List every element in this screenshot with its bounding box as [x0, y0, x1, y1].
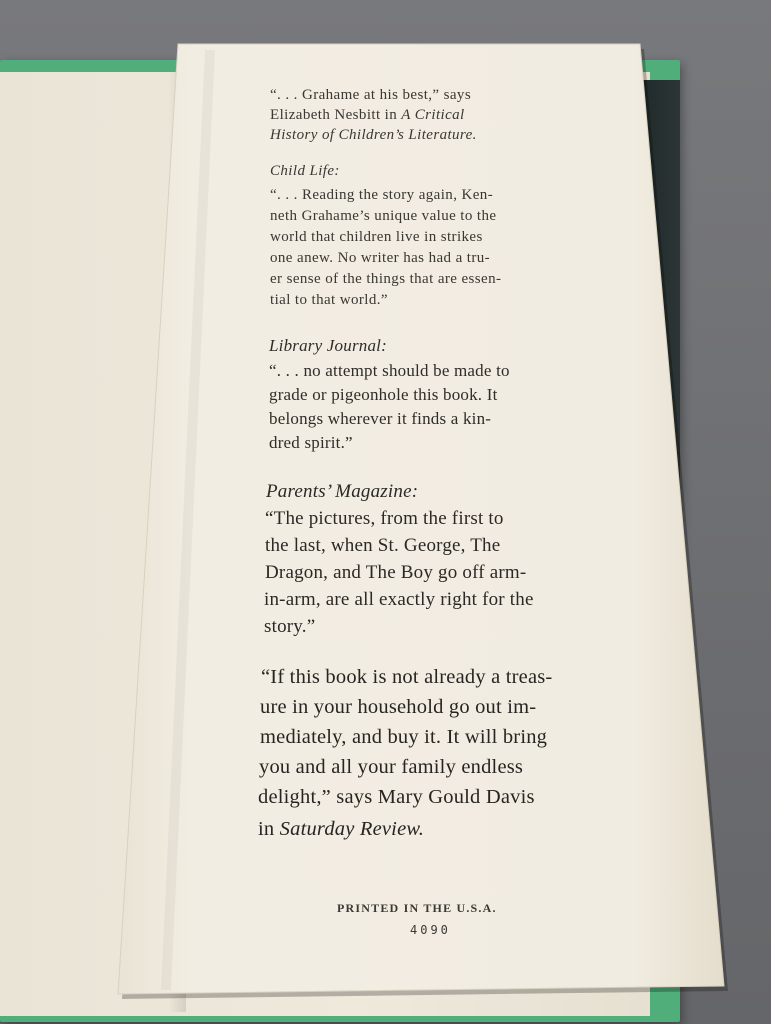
quote1-line-1: “. . . Grahame at his best,” says	[270, 87, 472, 103]
final-quote-line-1: “If this book is not already a treas-	[261, 666, 553, 688]
quote1-title-a: A Critical	[401, 107, 465, 123]
parents-magazine-line-1: “The pictures, from the first to	[265, 508, 504, 529]
library-journal-line-1: “. . . no attempt should be made to	[269, 361, 510, 380]
child-life-line-1: “. . . Reading the story again, Ken-	[270, 187, 494, 203]
quote1-title-b: History of Children’s Literature.	[270, 127, 477, 143]
child-life-line-3: world that children live in strikes	[270, 229, 483, 245]
final-quote-line-3: mediately, and buy it. It will bring	[260, 726, 548, 748]
parents-magazine-heading: Parents’ Magazine:	[266, 481, 419, 502]
parents-magazine-line-3: Dragon, and The Boy go off arm-	[265, 562, 527, 583]
parents-magazine-line-5: story.”	[264, 616, 316, 637]
final-quote-source: Saturday Review.	[279, 818, 425, 840]
catalog-code: 4090	[410, 923, 451, 937]
child-life-line-6: tial to that world.”	[270, 292, 388, 308]
final-quote-line-4: you and all your family endless	[259, 756, 524, 778]
library-journal-line-4: dred spirit.”	[269, 433, 353, 452]
parents-magazine-line-2: the last, when St. George, The	[265, 535, 501, 556]
child-life-line-2: neth Grahame’s unique value to the	[270, 208, 497, 224]
final-quote-line-2: ure in your household go out im-	[260, 696, 537, 718]
final-quote-line-6	[258, 818, 424, 841]
quote1-line-2	[270, 107, 465, 124]
library-journal-line-3: belongs wherever it finds a kin-	[269, 409, 492, 428]
printed-in-usa-label: PRINTED IN THE U.S.A.	[337, 901, 497, 915]
child-life-line-4: one anew. No writer has had a tru-	[270, 250, 491, 266]
final-quote-line-5: delight,” says Mary Gould Davis	[258, 786, 535, 808]
quote1-line-2-text: Elizabeth Nesbitt in	[270, 107, 402, 123]
parents-magazine-line-4: in-arm, are all exactly right for the	[264, 589, 534, 610]
child-life-line-5: er sense of the things that are essen-	[270, 271, 502, 287]
child-life-heading: Child Life:	[270, 163, 340, 179]
final-quote-line-6-text: in	[258, 818, 280, 840]
library-journal-line-2: grade or pigeonhole this book. It	[269, 385, 498, 404]
library-journal-heading: Library Journal:	[269, 336, 387, 355]
